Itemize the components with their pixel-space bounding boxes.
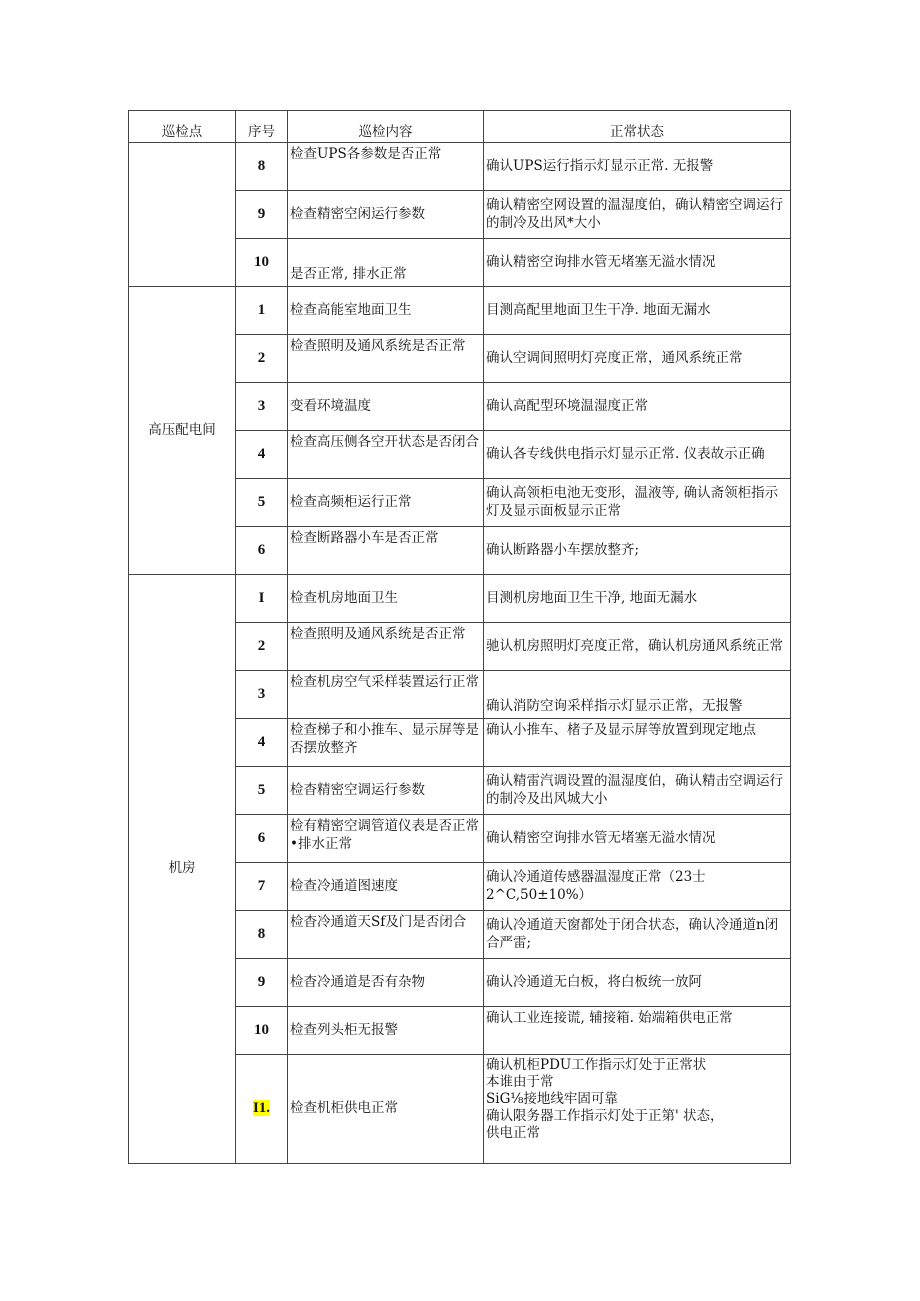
row-number: 9 (236, 191, 288, 239)
normal-state: 目测机房地面卫生干净, 地面无漏水 (484, 575, 791, 623)
inspection-content: 检查机房地面卫生 (288, 575, 484, 623)
row-number: 6 (236, 527, 288, 575)
inspection-content: 检查机房空气采样装置运行正常 (288, 671, 484, 719)
normal-state: 确认冷通道无白板，将白板统一放阿 (484, 959, 791, 1007)
normal-state: 确认高配型环境温湿度正常 (484, 383, 791, 431)
inspection-content: 检查冷通道图速度 (288, 863, 484, 911)
row-number: 4 (236, 719, 288, 767)
inspection-content: 检杳冷通道天Sf及门是否闭合 (288, 911, 484, 959)
row-number: 7 (236, 863, 288, 911)
row-number: 5 (236, 767, 288, 815)
inspection-content: 检查梯子和小推车、显示屏等是否摆放整齐 (288, 719, 484, 767)
row-number: 9 (236, 959, 288, 1007)
header-state: 正常状态 (484, 111, 791, 143)
state-line: 确认限务器工作指示灯处于正第' 状态， (486, 1107, 724, 1124)
inspection-content: 检查高能室地面卫生 (288, 287, 484, 335)
inspection-content: 检查机柜供电正常 (288, 1055, 484, 1164)
normal-state: 确认小推车、楮子及显示屏等放置到现定地点 (484, 719, 791, 767)
row-number: 3 (236, 671, 288, 719)
inspection-content: 检查高频柜运行正常 (288, 479, 484, 527)
inspection-table (128, 110, 791, 1164)
normal-state: 确认各专线供电指示灯显示正常. 仪表故示正确 (484, 431, 791, 479)
normal-state (484, 1055, 791, 1164)
row-number: 10 (236, 239, 288, 287)
table-row (129, 287, 791, 335)
inspection-content: 检查高压侧各空开状态是否闭合 (288, 431, 484, 479)
table-row (129, 575, 791, 623)
normal-state: 确认精密空询排水管无堵塞无溢水情况 (484, 815, 791, 863)
state-line: 供电正常 (486, 1124, 540, 1141)
normal-state: 确认精密空网设置的温湿度伯，确认精密空调运行的制冷及出风*大小 (484, 191, 791, 239)
row-number: 2 (236, 335, 288, 383)
inspection-content: 变看环境温度 (288, 383, 484, 431)
row-number: 2 (236, 623, 288, 671)
inspection-content: 检查UPS各参数是否正常 (288, 143, 484, 191)
row-number: I1. (252, 1100, 271, 1117)
row-number: 6 (236, 815, 288, 863)
row-number: 10 (236, 1007, 288, 1055)
normal-state: 驰认机房照明灯亮度正常，确认机房通风系统正常 (484, 623, 791, 671)
inspection-content: 检杳精密空调运行参数 (288, 767, 484, 815)
row-number: 1 (236, 287, 288, 335)
row-number: 8 (236, 911, 288, 959)
header-content: 巡检内容 (288, 111, 484, 143)
row-number: 8 (236, 143, 288, 191)
state-line: SiG⅛接地线牢固可靠 (486, 1090, 618, 1107)
row-number: 5 (236, 479, 288, 527)
normal-state: 确认冷通道天窗都处于闭合状态，确认冷通道n闭合严雷; (484, 911, 791, 959)
normal-state: 确认精密空询排水管无堵塞无溢水情况 (484, 239, 791, 287)
header-no: 序号 (236, 111, 288, 143)
normal-state: 确认空调间照明灯亮度正常，通风系统正常 (484, 335, 791, 383)
table-row (129, 143, 791, 191)
state-line: 确认机柜PDU工作指示灯处于正常状 (486, 1057, 707, 1073)
header-row (129, 111, 791, 143)
normal-state: 确认冷通道传感器温湿度正常（23士2^C,50±10%） (484, 863, 791, 911)
inspection-point-cell: 机房 (129, 575, 236, 1164)
inspection-content: 检查照明及通风系统是否正常 (288, 623, 484, 671)
inspection-content: 检查照明及通风系统是否正常 (288, 335, 484, 383)
row-number: 4 (236, 431, 288, 479)
inspection-content: 检查精密空闲运行参数 (288, 191, 484, 239)
row-number: I (236, 575, 288, 623)
row-number-cell (236, 1055, 288, 1164)
normal-state: 目测高配里地面卫生干净. 地面无漏水 (484, 287, 791, 335)
inspection-content: 检查列头柜无报警 (288, 1007, 484, 1055)
inspection-content: 是否正常, 排水正常 (288, 239, 484, 287)
normal-state: 确认消防空询采样指示灯显示正常，无报警 (484, 671, 791, 719)
inspection-content: 检杳冷通道是否有杂物 (288, 959, 484, 1007)
inspection-content: 检查断路器小车是否正常 (288, 527, 484, 575)
inspection-content: 检有精密空调管道仪表是否正常•排水正常 (288, 815, 484, 863)
state-line: 本谁由于常 (486, 1073, 554, 1090)
normal-state: 确认高领柜电池无变形，温液等, 确认斋领柜指示灯及显示面板显示正常 (484, 479, 791, 527)
normal-state: 确认断路器小车摆放整齐; (484, 527, 791, 575)
normal-state: 确认精雷汽调设置的温湿度伯，确认精击空调运行的制冷及出风城大小 (484, 767, 791, 815)
normal-state: 确认UPS运行指示灯显示正常. 无报警 (484, 143, 791, 191)
row-number: 3 (236, 383, 288, 431)
header-point: 巡检点 (129, 111, 236, 143)
normal-state: 确认工业连接谎, 辅接箱. 始端箱供电正常 (484, 1007, 791, 1055)
inspection-point-cell: 高压配电间 (129, 287, 236, 575)
inspection-point-cell (129, 143, 236, 287)
